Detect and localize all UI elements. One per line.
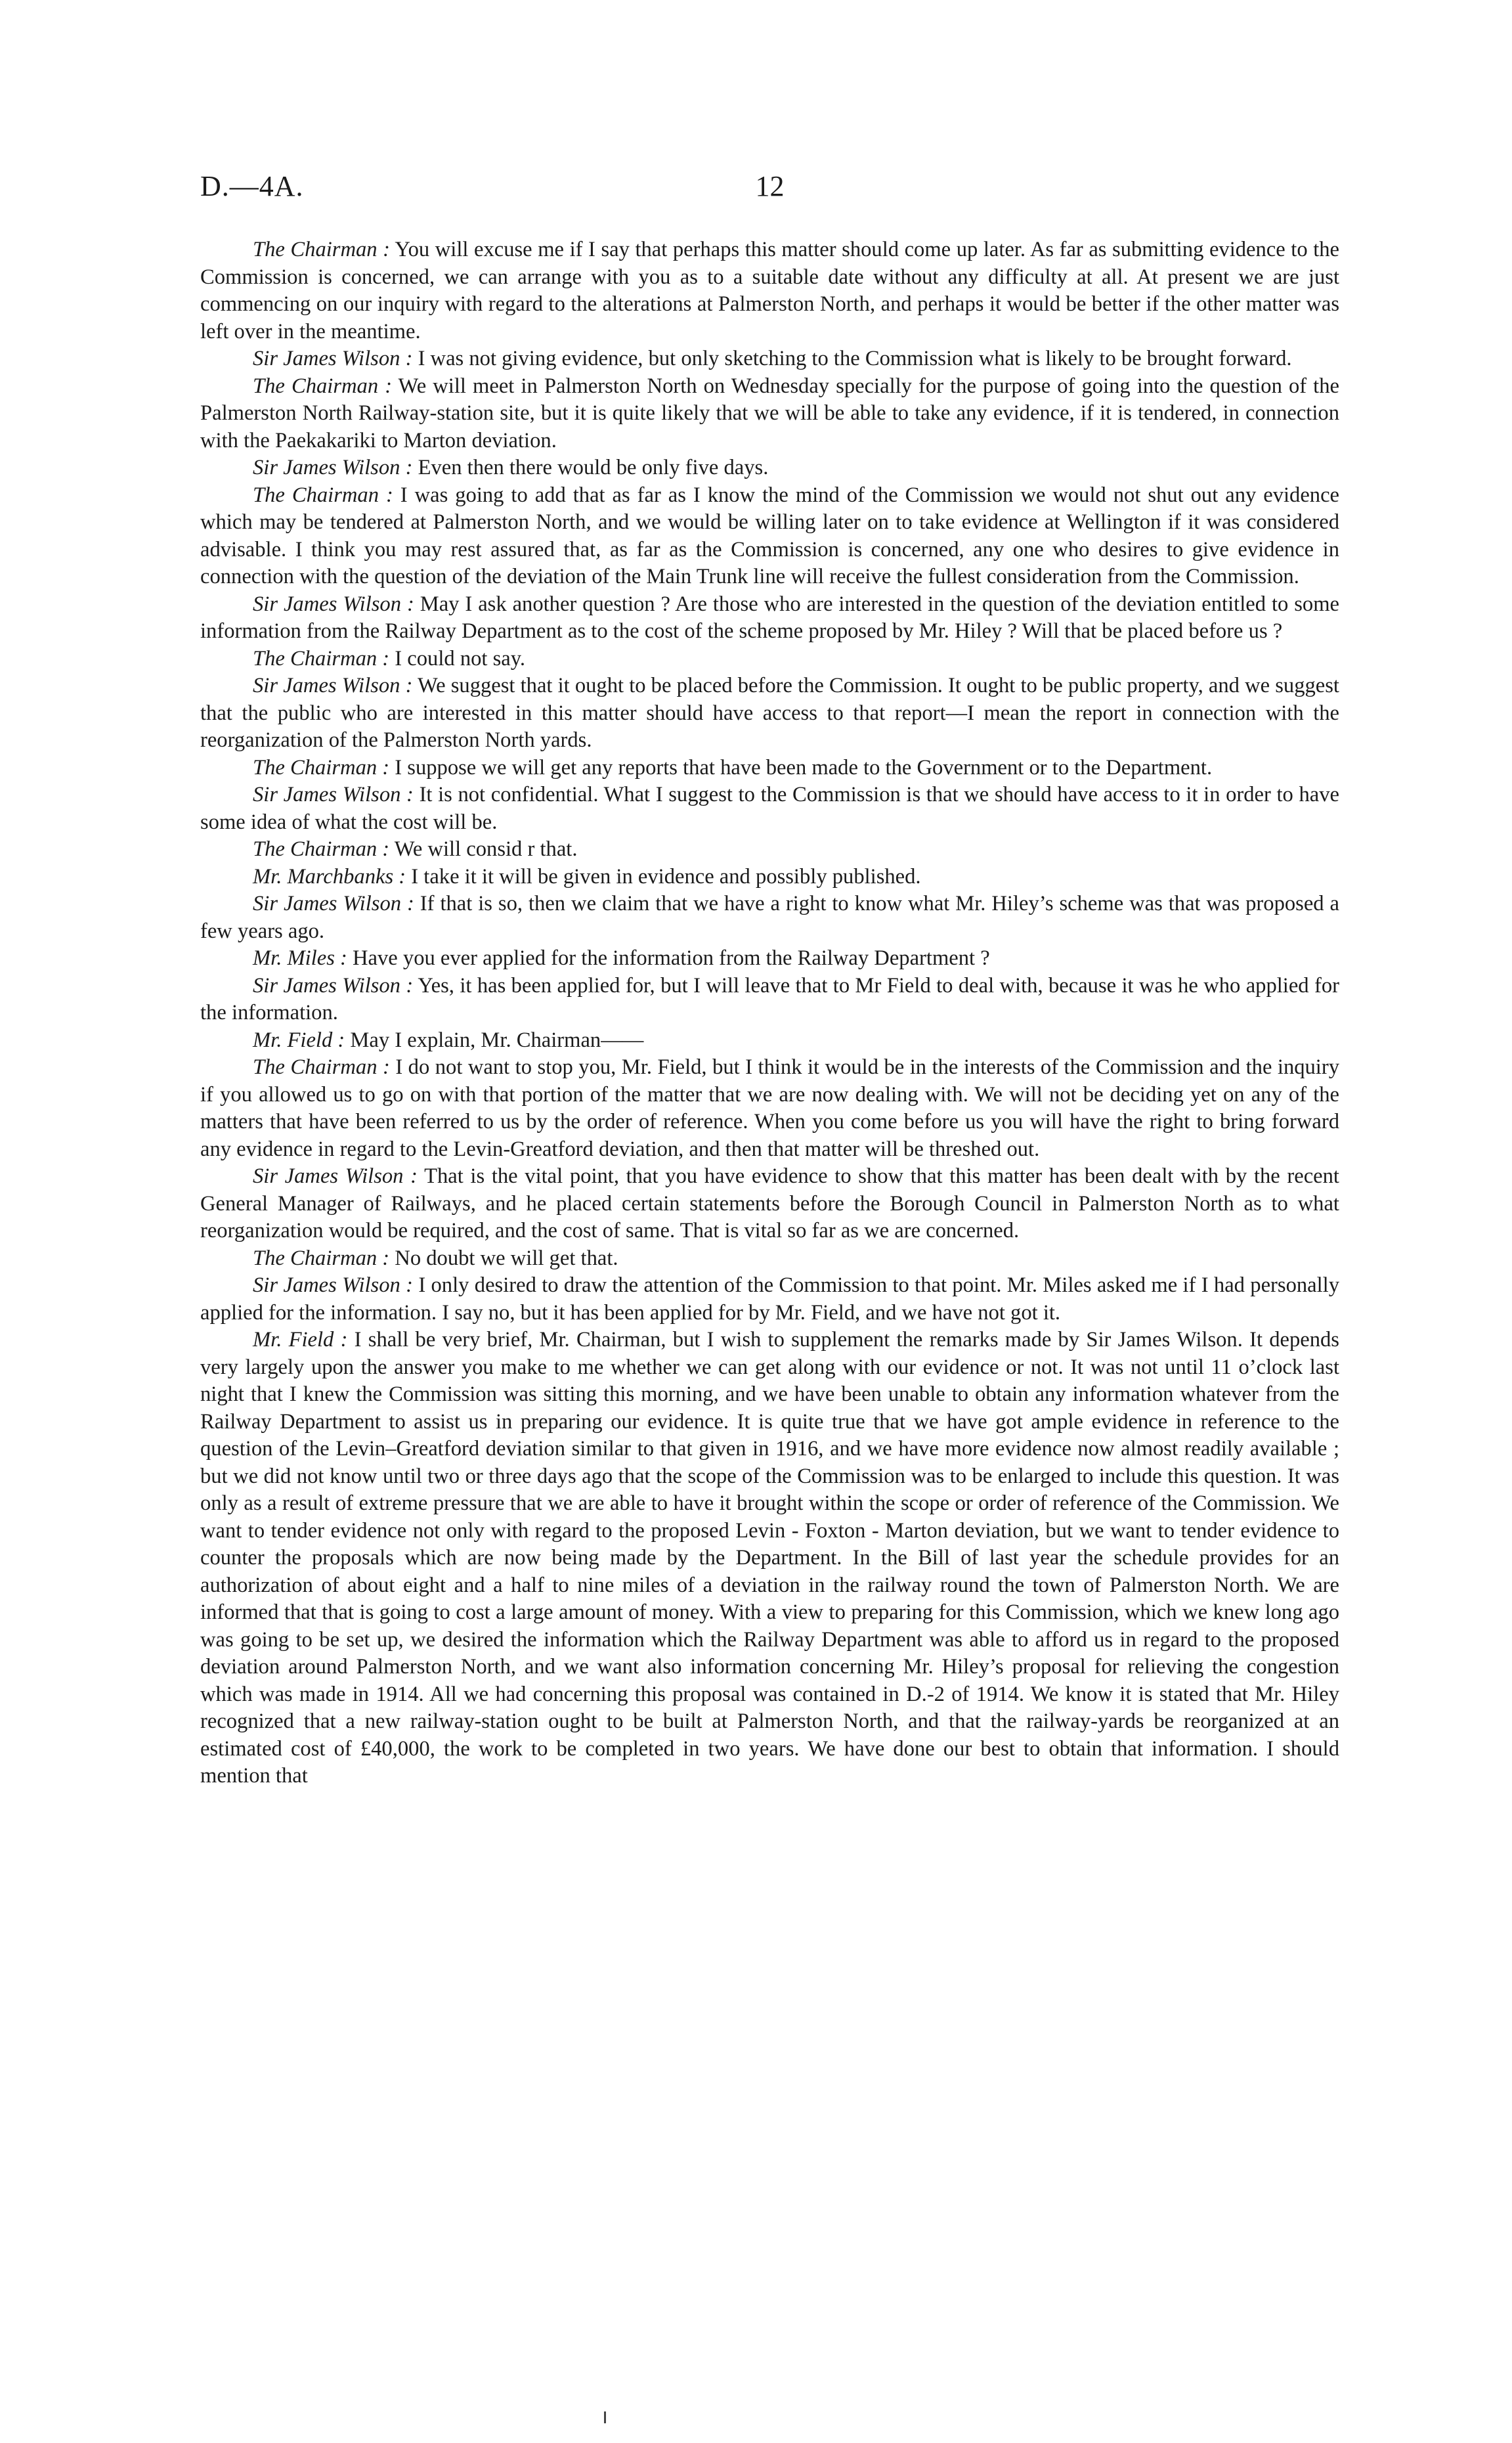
transcript-paragraph [200, 236, 1339, 345]
speech-text: May I ask another question ? Are those who are interested in the question of the deviation entitled to some information from the Railway Department as to the cost of the scheme proposed by Mr. Hiley ? Will that be placed before us ? [200, 592, 1339, 643]
transcript-paragraph [200, 755, 1339, 782]
speech-text: I take it it will be given in evidence and possibly published. [406, 864, 921, 889]
speaker-name: The Chairman : [253, 837, 390, 861]
speaker-name: Sir James Wilson : [253, 892, 414, 915]
transcript-paragraph [200, 1027, 1339, 1055]
transcript-paragraph [200, 591, 1339, 646]
speech-text: I suppose we will get any reports that have been made to the Government or to the Department. [389, 755, 1213, 780]
speech-text: It is not confidential. What I suggest to the Commission is that we should have access to it in order to have some idea of what the cost will be. [200, 783, 1339, 834]
speaker-name: Sir James Wilson : [253, 674, 413, 697]
speech-text: I was going to add that as far as I know the mind of the Commission we would not shut out any evidence which may be tendered at Palmerston North, and we would be willing later on to take evidence at Wellington if it was considered advisable. I think you may rest assured that, as far as the Commission is concerned, any one who desires to give evidence in connection with the question of the deviation of the Main Trunk line will receive the fullest consideration from the Commission. [200, 483, 1340, 588]
speaker-name: Sir James Wilson : [253, 1164, 418, 1188]
transcript-paragraph [200, 672, 1339, 755]
speech-text: You will excuse me if I say that perhaps this matter should come up later. As far as submitting evidence to the Commission is concerned, we can arrange with you as to a suitable date without any difficulty at all. At present we are just commencing on our inquiry with regard to the alterations at Palmerston North, and perhaps it would be better if the other matter was left over in the meantime. [200, 238, 1339, 343]
transcript-paragraph [200, 891, 1339, 945]
speech-text: We suggest that it ought to be placed before the Commission. It ought to be public property, and we suggest that the public who are interested in this matter should have access to that report—I mean the report in connection with the reorganization of the Palmerston North yards. [200, 674, 1339, 752]
transcript-paragraph [200, 454, 1339, 482]
speaker-name: Sir James Wilson : [253, 456, 413, 479]
transcript-paragraph [200, 1245, 1339, 1273]
speech-text: I do not want to stop you, Mr. Field, but I think it would be in the interests of the Commission and the inquiry if you allowed us to go on with that portion of the matter that we are now dealing with. We will not be deciding yet on any of the matters that have been referred to us by the order of reference. When you come before us you will have the right to bring forward any evidence in regard to the Levin-Greatford deviation, and then that matter will be threshed out. [200, 1055, 1339, 1161]
transcript-paragraph [200, 482, 1339, 591]
transcript-paragraph [200, 1272, 1339, 1327]
speaker-name: Sir James Wilson : [253, 973, 414, 998]
page-number: 12 [755, 170, 785, 202]
transcript-paragraph [200, 646, 1339, 673]
speaker-name: Sir James Wilson : [253, 347, 413, 370]
speaker-name: The Chairman : [253, 374, 393, 398]
page-footer-mark [604, 2411, 606, 2423]
speech-text: I could not say. [389, 646, 526, 671]
transcript-paragraph [200, 973, 1339, 1027]
speech-text: That is the vital point, that you have evidence to show that this matter has been dealt with by the recent General Manager of Railways, and he placed certain statements before the Borough Council in Palmerston North as to what reorganization would be required, and the cost of same. That is vital so far as we are concerned. [200, 1164, 1339, 1243]
speech-text: I shall be very brief, Mr. Chairman, but I wish to supplement the remarks made by Sir James Wilson. It depends very largely upon the answer you make to me whether we can get along with our evidence or not. It was not until 11 o’clock last night that I knew the Commission was sitting this morning, and we have been unable to obtain any information whatever from the Railway Department to assist us in preparing our evidence. It is quite true that we have got ample evidence in reference to the question of the Levin–Greatford deviation similar to that given in 1916, and we have more evidence now almost readily available ; but we did not know until two or three days ago that the scope of the Commission was to be enlarged to include this question. It was only as a result of extreme pressure that we are able to have it brought within the scope or order of reference of the Commission. We want to tender evidence not only with regard to the proposed Levin - Foxton - Marton deviation, but we want to tender evidence to counter the proposals which are now being made by the Department. In the Bill of last year the schedule provides for an authorization of about eight and a half to nine miles of a deviation in the railway round the town of Palmerston North. We are informed that that is going to cost a large amount of money. With a view to preparing for this Commission, which we knew long ago was going to be set up, we desired the information which the Railway Department was able to afford us in regard to the proposed deviation around Palmerston North, and we want also information concerning Mr. Hiley’s proposal for relieving the congestion which was made in 1914. All we had concerning this proposal was contained in D.-2 of 1914. We know it is stated that Mr. Hiley recognized that a new railway-station ought to be built at Palmerston North, and that the railway-yards be reorganized at an estimated cost of £40,000, the work to be completed in two years. We have done our best to obtain that information. I should mention that [200, 1328, 1339, 1788]
speech-text: Have you ever applied for the information from the Railway Department ? [347, 946, 990, 970]
speech-text: I only desired to draw the attention of the Commission to that point. Mr. Miles asked me if I had personally applied for the information. I say no, but it has been applied for by Mr. Field, and we have not got it. [200, 1273, 1339, 1325]
speech-text: I was not giving evidence, but only sketching to the Commission what is likely to be brought forward. [412, 347, 1292, 370]
speaker-name: The Chairman : [253, 483, 393, 507]
transcript-paragraph [200, 836, 1339, 864]
transcript-paragraph [200, 945, 1339, 973]
speech-text: No doubt we will get that. [389, 1246, 618, 1270]
speech-text: We will meet in Palmerston North on Wednesday specially for the purpose of going into the question of the Palmerston North Railway-station site, but it is quite likely that we will be able to take any evidence, if it is tendered, in connection with the Paekakariki to Marton deviation. [200, 374, 1339, 452]
speech-text: May I explain, Mr. Chairman—— [345, 1028, 644, 1052]
document-reference: D.—4A. [200, 170, 304, 202]
transcript-paragraph [200, 1163, 1339, 1245]
speech-text: Even then there would be only five days. [412, 456, 769, 479]
transcript-paragraph [200, 1054, 1339, 1163]
transcript-paragraph [200, 781, 1339, 836]
speaker-name: The Chairman : [253, 238, 390, 261]
speaker-name: The Chairman : [253, 755, 390, 780]
speaker-name: Sir James Wilson : [253, 1273, 413, 1297]
speaker-name: The Chairman : [253, 1246, 390, 1270]
speaker-name: Mr. Field : [253, 1328, 348, 1352]
speaker-name: Mr. Miles : [253, 946, 347, 970]
transcript-paragraph [200, 345, 1339, 373]
speaker-name: The Chairman : [253, 1055, 390, 1079]
transcript-paragraph [200, 864, 1339, 891]
page-header [200, 169, 1339, 222]
speaker-name: Mr. Field : [253, 1028, 345, 1052]
speech-text: Yes, it has been applied for, but I will leave that to Mr Field to deal with, because it was he who applied for the information. [200, 973, 1339, 1024]
speaker-name: The Chairman : [253, 646, 390, 671]
speech-text: We will consid r that. [389, 837, 578, 861]
speaker-name: Sir James Wilson : [253, 592, 414, 616]
speaker-name: Mr. Marchbanks : [253, 864, 406, 889]
transcript-paragraph [200, 373, 1339, 455]
transcript-body [200, 236, 1339, 1790]
transcript-paragraph [200, 1327, 1339, 1790]
speech-text: If that is so, then we claim that we have a right to know what Mr. Hiley’s scheme was that was proposed a few years ago. [200, 892, 1339, 943]
speaker-name: Sir James Wilson : [253, 783, 414, 806]
